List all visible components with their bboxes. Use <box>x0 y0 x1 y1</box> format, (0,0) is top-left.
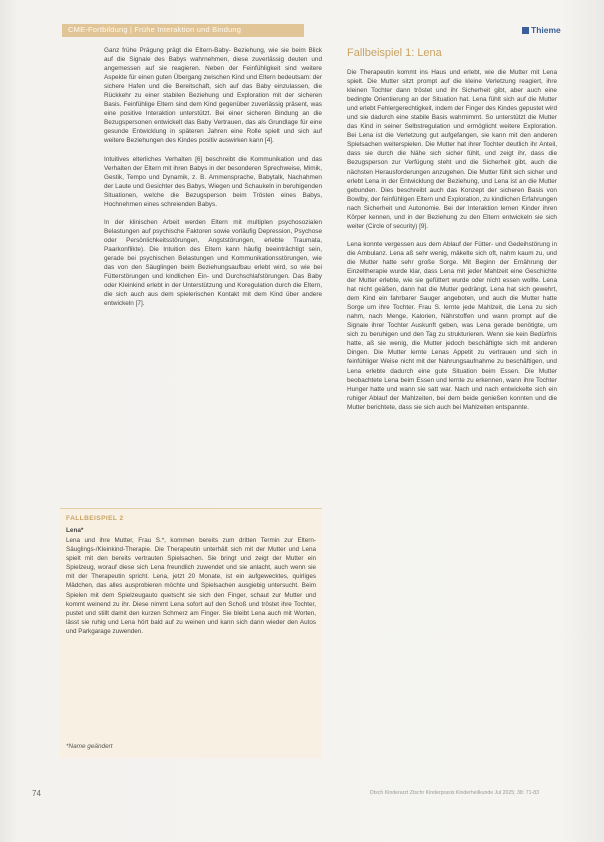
case-study-box <box>60 508 322 758</box>
publisher-logo <box>522 25 561 35</box>
page-number: 74 <box>32 789 41 798</box>
case-box-footnote: *Name geändert <box>66 743 113 750</box>
paragraph: Ganz frühe Prägung prägt die Eltern-Baby- Beziehung, wie sie beim Blick auf die Signale des Babys wahrnehmen, diese zuverlässig deuten und angemessen auf sie reagieren. Neben der Feinfühligkeit sind weitere Aspekte für einen guten Übergang zwischen Kind und Eltern bedeutsam: der sichere Hafen und die Bereitschaft, sich auf das Baby einzulassen, die Rückkehr zu einer stabilen Beziehung und Exploration mit der sicheren Basis. Feinfühlige Eltern sind dem Kind gegenüber zuverlässig präsent, was eine positive Interaktion unterstützt. Bei einer sicheren Bindung an die Bezugspersonen entwickelt das Baby Vertrauen, das als Grundlage für eine gesunde Entwicklung in späteren Jahren eine Rolle spielt und sich auf weitere Beziehungen des Kindes positiv auswirken kann [4]. <box>104 47 322 145</box>
publisher-name: Thieme <box>531 25 561 35</box>
paragraph: Die Therapeutin kommt ins Haus und erlebt, wie die Mutter mit Lena spielt. Die Mutter sitzt prompt auf die kleine Verletzung reagiert, ihre kleinen Tochter dann tröstet und ihr Sicherheit gibt, aber auch eine bedingte Orientierung an der Situation hat. Lena fühlt sich auf die Mutter und erlebt Fehlergerechtigkeit, indem der Finger des Kindes gepustet wird und sie dadurch eine stabile Basis wahrnimmt. So unterstützt die Mutter das Kind in seiner Selbstregulation und ermöglicht weitere Exploration. Bei Lena ist die Verletzung gut aufgefangen, sie kann mit den anderen Spielsachen weiterspielen. Die Mutter hat ihrer Tochter deutlich ihr Anteil, dass sie durch die Nähe sich sicher fühlt, und zeigt ihr, dass die Bezugsperson zur Verfügung steht und die Sicherheit gibt, auch die nächsten Herausforderungen anzugehen. Die Mutter fühlt sich sicher und erlebt Lena in der Entwicklung der Beziehung, und Lena ist an die Mutter gebunden. Dies beschreibt auch das Konzept der sicheren Basis von Bowlby, der feinfühligen Eltern und Exploration, zu kindlichen Erfahrungen nach Sicherheit und Autonomie. Bei der Interaktion lernen Kinder ihren Körper kennen, und in der Beziehung zu den Eltern entwickeln sie sich weiter (Circle of security) [9]. <box>347 69 557 230</box>
paragraph: In der klinischen Arbeit werden Eltern mit multiplen psychosozialen Belastungen auf psychische Faktoren sowie vorläufig Depression, Psychose oder Persönlichkeitsstörungen, Angststörungen, erlebte Traumata, Paarkonflikte). Die Intuition des Eltern kann häufig beeinträchtigt sein, gerade bei psychischen Belastungen und Kommunikationsstörungen, wie das von den Säuglingen beim Beziehungsaufbau erlebt wird, so wie bei Fütterstörungen und kindlichen Ein- und Durchschlafstörungen. Das Baby oder Kleinkind erlebt in der Unterstützung und Koregulation durch die Eltern, die sich auch aus dem spielerischen Kontakt mit dem Kind über andere entwickeln [7]. <box>104 218 322 308</box>
right-column <box>347 68 557 421</box>
section-header-bar <box>62 24 304 37</box>
thieme-logo-icon <box>522 27 529 34</box>
case-box-title: FALLBEISPIEL 2 <box>66 515 124 522</box>
paragraph: Lena konnte vergessen aus dem Ablauf der Fütter- und Gedeihstörung in die Ambulanz. Lena aß sehr wenig, mäkelte sich oft, nahm kaum zu, und die Mutter hatte sehr große Sorge. Mit Beginn der Ernährung der Einzeltherapie wurde klar, dass Lena mit jeder Mahlzeit eine Geschichte der Mutter erlebte, wie sie gefüttert wurde oder nicht essen wollte. Lena hat nicht geäßen, dann hat die Mutter gedrängt, Lena hat sich gewehrt, dem Kind ein fahrbarer Sauger angeboten, und auch die Mutter hatte Sorge um ihre Tochter. Frau S. lernte jede Mahlzeit, die Lena zu sich nahm, nach Menge, Kalorien, Nährstoffen und wann prompt auf die Signale ihrer Tochter Auskunft geben, was Lena gerade benötigte, um sich zu beruhigen und den Tag zu strukturieren. Wenn sie kein Bedürfnis hatte, aß sie wenig, die Mutter jedoch beschäftigte sich mit anderen Dingen. Die Mutter lernte Lenas Appetit zu vertrauen und sich in feinfühliger Weise nicht mit der Nahrungsaufnahme zu beschäftigen, und Lena erlebte dadurch eine gute Situation beim Essen. Die Mutter beobachtete Lena beim Essen und lernte zu erkennen, wann ihre Tochter Hunger hatte und wann sie satt war. Nach und nach entwickelte sich ein ruhiger Ablauf der Mahlzeiten, bei dem beide genießen konnten und die Mutter berichtete, dass sie sich auch bei Mahlzeiten entspannte. <box>347 240 557 411</box>
case-box-text: Lena und ihre Mutter, Frau S.*, kommen bereits zum dritten Termin zur Eltern-Säuglings-/Kleinkind-Therapie. Die Therapeutin unterhält sich mit der Mutter und Lena spielt mit den bereits vertrauten Spielsachen. Sie bringt und zeigt der Mutter ein Spielzeug, worauf diese sich Lena freundlich zuwendet und sie anlacht, auch wenn sie mit der Therapeutin spricht. Lena, jetzt 20 Monate, ist ein aufgewecktes, quirliges Mädchen, das alles ausprobieren möchte und Spielsachen ausgiebig untersucht. Beim Spielen mit dem Spielzeugauto quetscht sie sich den Finger, schaut zur Mutter und kommt weinend zu ihr. Diese nimmt Lena sofort auf den Schoß und tröstet ihre Tochter, pustet und stillt damit den kurzen Schmerz am Finger. Sie bleibt Lena auch mit Worten, lässt sie ruhig und Lena hört bald auf zu weinen und kann sich dann wieder den Autos und Parkgarage zuwenden. <box>66 537 316 635</box>
section-label: CME-Fortbildung | Frühe Interaktion und Bindung <box>68 25 242 34</box>
case-box-name: Lena* <box>66 527 84 534</box>
case-title: Fallbeispiel 1: Lena <box>347 47 442 59</box>
paragraph: Intuitives elterliches Verhalten [6] beschreibt die Kommunikation und das Verhalten der Eltern mit ihren Babys in der besonderen Sprechweise, Mimik, Gestik, Tempo und Dynamik, z. B. Ammensprache, Babytalk, Nachahmen der Laute und Gesichter des Babys, Wiegen und Schaukeln in beruhigenden Situationen, welche die Bezugsperson beim Trösten eines Babys, Hochnehmen eines schreienden Babys. <box>104 155 322 208</box>
left-column <box>104 46 322 317</box>
footer-citation: Dtsch Kinderarzt Ztschr Kinderpraxis Kinderheilkunde Jul 2025; 38: 71-83 <box>370 790 539 796</box>
